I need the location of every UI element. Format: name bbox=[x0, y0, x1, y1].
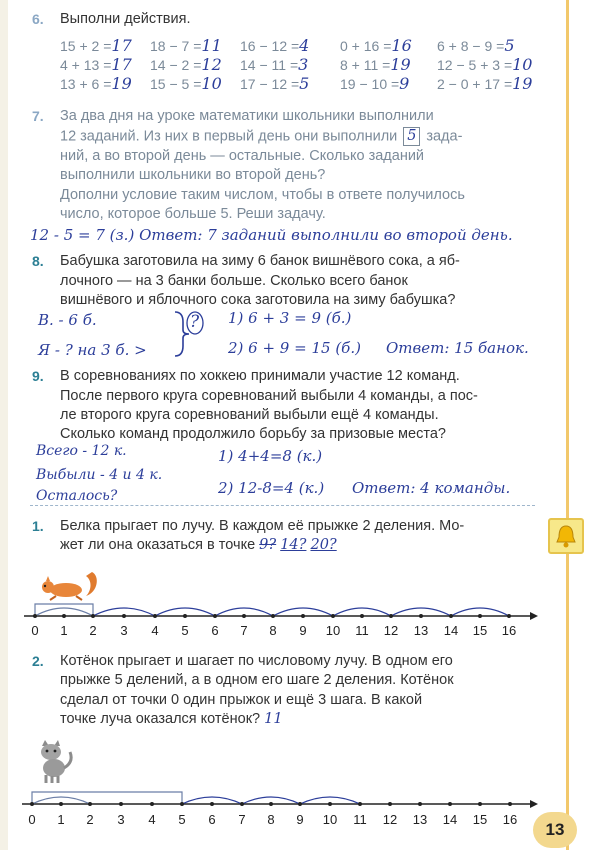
bell-icon bbox=[548, 518, 584, 554]
exercise-8-hw-apple: Я - ? на 3 б. > bbox=[38, 341, 147, 359]
tick-label: 13 bbox=[412, 812, 428, 827]
page-number: 13 bbox=[545, 820, 565, 839]
equation: 8 + 11 =19 bbox=[340, 55, 411, 74]
tick-label: 9 bbox=[299, 623, 307, 638]
tick-label: 6 bbox=[211, 623, 219, 638]
tick-label: 16 bbox=[501, 623, 517, 638]
equation: 14 − 2 =12 bbox=[150, 55, 222, 74]
equation: 12 − 5 + 3 =10 bbox=[437, 55, 533, 74]
exercise-9-hw-step-2: 2) 12-8=4 (к.) bbox=[218, 479, 325, 497]
exercise-7-number: 7. bbox=[32, 108, 44, 124]
exercise-8-line-1: Бабушка заготовила на зиму 6 банок вишнёвого сока, а яб- bbox=[60, 253, 460, 269]
exercise-9-line-1: В соревнованиях по хоккею принимали участие 12 команд. bbox=[60, 368, 460, 384]
equation: 15 + 2 =17 bbox=[60, 36, 132, 55]
tick-label: 16 bbox=[502, 812, 518, 827]
exercise-8-line-3: вишнёвого и яблочного сока заготовила на зиму бабушка? bbox=[60, 292, 456, 308]
equation: 2 − 0 + 17 =19 bbox=[437, 74, 533, 93]
equation: 13 + 6 =19 bbox=[60, 74, 132, 93]
exercise-9-hw-out: Выбыли - 4 и 4 к. bbox=[36, 467, 163, 483]
exercise-8-hw-question: ? bbox=[190, 312, 200, 332]
option-20: 20? bbox=[310, 537, 337, 553]
equation: 6 + 8 − 9 =5 bbox=[437, 36, 515, 55]
tick-label: 15 bbox=[472, 812, 488, 827]
exercise-2-line-1: Котёнок прыгает и шагает по числовому лучу. В одном его bbox=[60, 653, 453, 669]
exercise-7-solution: 12 - 5 = 7 (з.) Ответ: 7 заданий выполнили во второй день. bbox=[30, 226, 513, 244]
tick-label: 14 bbox=[443, 623, 459, 638]
tick-label: 5 bbox=[178, 812, 186, 827]
exercise-1-line-1: Белка прыгает по лучу. В каждом её прыжке 2 деления. Мо- bbox=[60, 518, 465, 534]
tick-label: 3 bbox=[120, 623, 128, 638]
exercise-9-line-2: После первого круга соревнований выбыли 4 команды, а пос- bbox=[60, 388, 478, 404]
exercise-9-hw-total: Всего - 12 к. bbox=[36, 443, 127, 459]
tick-label: 1 bbox=[57, 812, 65, 827]
equation: 14 − 11 =3 bbox=[240, 55, 309, 74]
option-9: 9? bbox=[259, 537, 277, 553]
exercise-9-hw-step-1: 1) 4+4=8 (к.) bbox=[218, 447, 323, 465]
exercise-2-line-3: сделал от точки 0 один прыжок и ещё 3 шага. В какой bbox=[60, 692, 423, 708]
exercise-7-line-1: За два дня на уроке математики школьники выполнили bbox=[60, 108, 434, 124]
tick-label: 5 bbox=[181, 623, 189, 638]
exercise-7-line-6: число, которое больше 5. Реши задачу. bbox=[60, 206, 326, 222]
right-margin-rule bbox=[566, 0, 569, 850]
exercise-7-line-5: Дополни условие таким числом, чтобы в ответе получилось bbox=[60, 187, 465, 203]
left-margin-band bbox=[0, 0, 8, 850]
tick-label: 10 bbox=[322, 812, 338, 827]
exercise-2-number: 2. bbox=[32, 653, 44, 669]
exercise-2-line-2: прыжке 5 делений, а в одном его шаге 2 деления. Котёнок bbox=[60, 672, 454, 688]
exercise-1-line-2: жет ли она оказаться в точке 9? 14? 20? bbox=[60, 537, 337, 553]
exercise-8-line-2: лочного — на 3 банки больше. Сколько всего банок bbox=[60, 273, 408, 289]
tick-label: 8 bbox=[267, 812, 275, 827]
exercise-9-number: 9. bbox=[32, 368, 44, 384]
equation: 17 − 12 =5 bbox=[240, 74, 310, 93]
section-divider bbox=[30, 505, 535, 506]
tick-label: 15 bbox=[472, 623, 488, 638]
option-14: 14? bbox=[280, 537, 307, 553]
tick-label: 0 bbox=[31, 623, 39, 638]
tick-label: 4 bbox=[151, 623, 159, 638]
tick-label: 14 bbox=[442, 812, 458, 827]
number-line-1 bbox=[0, 590, 560, 650]
equation: 16 − 12 =4 bbox=[240, 36, 310, 55]
tick-label: 10 bbox=[325, 623, 341, 638]
exercise-9-line-3: ле второго круга соревнований выбыли ещё 4 команды. bbox=[60, 407, 439, 423]
exercise-7-line-3: ний, а во второй день — остальные. Сколько заданий bbox=[60, 148, 425, 164]
equation: 15 − 5 =10 bbox=[150, 74, 222, 93]
exercise-6-number: 6. bbox=[32, 11, 44, 27]
answer-box[interactable]: 5 bbox=[403, 127, 420, 146]
exercise-1-number: 1. bbox=[32, 518, 44, 534]
equation: 18 − 7 =11 bbox=[150, 36, 222, 55]
tick-label: 2 bbox=[86, 812, 94, 827]
tick-label: 9 bbox=[296, 812, 304, 827]
exercise-7-line-4: выполнили школьники во второй день? bbox=[60, 167, 326, 183]
equation: 4 + 13 =17 bbox=[60, 55, 132, 74]
exercise-8-hw-step-2: 2) 6 + 9 = 15 (б.) bbox=[228, 339, 361, 357]
exercise-8-hw-cherry: В. - 6 б. bbox=[38, 311, 97, 329]
circle-mark bbox=[186, 311, 204, 335]
tick-label: 1 bbox=[60, 623, 68, 638]
tick-label: 7 bbox=[240, 623, 248, 638]
exercise-6-title: Выполни действия. bbox=[60, 11, 191, 27]
tick-label: 12 bbox=[382, 812, 398, 827]
tick-label: 8 bbox=[269, 623, 277, 638]
exercise-2-hw-answer: 11 bbox=[264, 711, 283, 727]
exercise-9-hw-left: Осталось? bbox=[36, 488, 118, 504]
exercise-8-hw-answer: Ответ: 15 банок. bbox=[386, 339, 529, 357]
tick-label: 12 bbox=[383, 623, 399, 638]
tick-label: 13 bbox=[413, 623, 429, 638]
tick-label: 3 bbox=[117, 812, 125, 827]
exercise-8-hw-step-1: 1) 6 + 3 = 9 (б.) bbox=[228, 309, 352, 327]
exercise-9-line-4: Сколько команд продолжило борьбу за призовые места? bbox=[60, 426, 446, 442]
tick-label: 11 bbox=[355, 623, 369, 638]
exercise-7-line-2: 12 заданий. Из них в первый день они выполнили 5 зада- bbox=[60, 128, 463, 145]
tick-label: 2 bbox=[89, 623, 97, 638]
tick-label: 11 bbox=[353, 812, 367, 827]
equation: 19 − 10 =9 bbox=[340, 74, 410, 93]
exercise-8-number: 8. bbox=[32, 253, 44, 269]
exercise-9-hw-answer: Ответ: 4 команды. bbox=[352, 479, 511, 497]
equation: 0 + 16 =16 bbox=[340, 36, 412, 55]
tick-label: 0 bbox=[28, 812, 36, 827]
tick-label: 6 bbox=[208, 812, 216, 827]
tick-label: 4 bbox=[148, 812, 156, 827]
tick-label: 7 bbox=[238, 812, 246, 827]
exercise-2-line-4: точке луча оказался котёнок? 11 bbox=[60, 711, 283, 727]
